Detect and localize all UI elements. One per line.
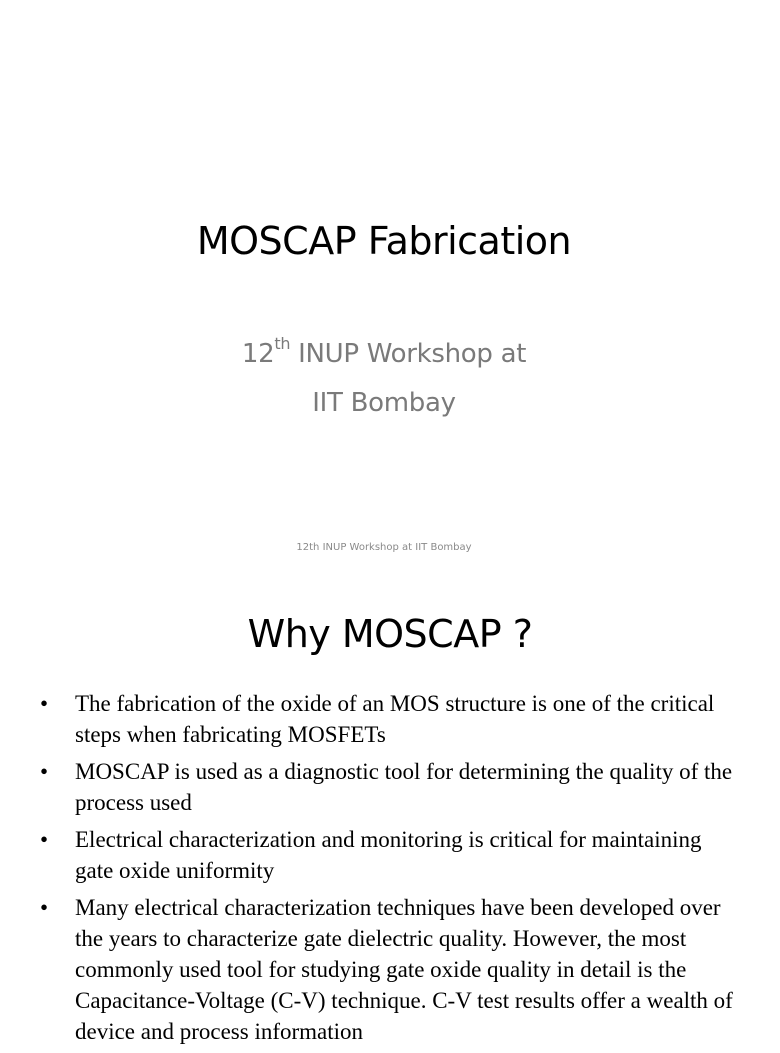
list-item — [40, 892, 740, 1047]
slide-footer: 12th INUP Workshop at IIT Bombay — [296, 542, 472, 553]
list-item — [40, 688, 740, 750]
bullet-text: MOSCAP is used as a diagnostic tool for determining the quality of the process used — [75, 759, 733, 815]
bullet-icon: • — [40, 895, 49, 920]
slide-title: MOSCAP Fabrication — [196, 219, 572, 263]
subtitle-text: INUP Workshop at — [290, 339, 527, 369]
list-item — [40, 824, 740, 886]
bullet-text: Many electrical characterization techniques have been developed over the years to characterize gate dielectric quality. However, the most commonly used tool for studying gate oxide quality in detail is the Capacitance-Voltage (C-V) technique. C-V test results offer a wealth of device and process information — [75, 895, 733, 1044]
subtitle-number: 12 — [241, 339, 275, 369]
subtitle-ordinal: th — [274, 334, 291, 354]
subtitle-line-1 — [0, 330, 768, 379]
content-slide — [0, 576, 768, 1044]
bullet-text: The fabrication of the oxide of an MOS structure is one of the critical steps when fabricating MOSFETs — [75, 691, 715, 747]
subtitle-line-2: IIT Bombay — [312, 388, 456, 418]
slide-heading: Why MOSCAP ? — [247, 612, 533, 656]
list-item — [40, 756, 740, 818]
slide-subtitle — [0, 330, 768, 428]
bullet-icon: • — [40, 691, 49, 716]
bullet-text: Electrical characterization and monitoring is critical for maintaining gate oxide uniformity — [75, 827, 702, 883]
bullet-list — [40, 688, 740, 1053]
bullet-icon: • — [40, 827, 49, 852]
bullet-icon: • — [40, 759, 49, 784]
